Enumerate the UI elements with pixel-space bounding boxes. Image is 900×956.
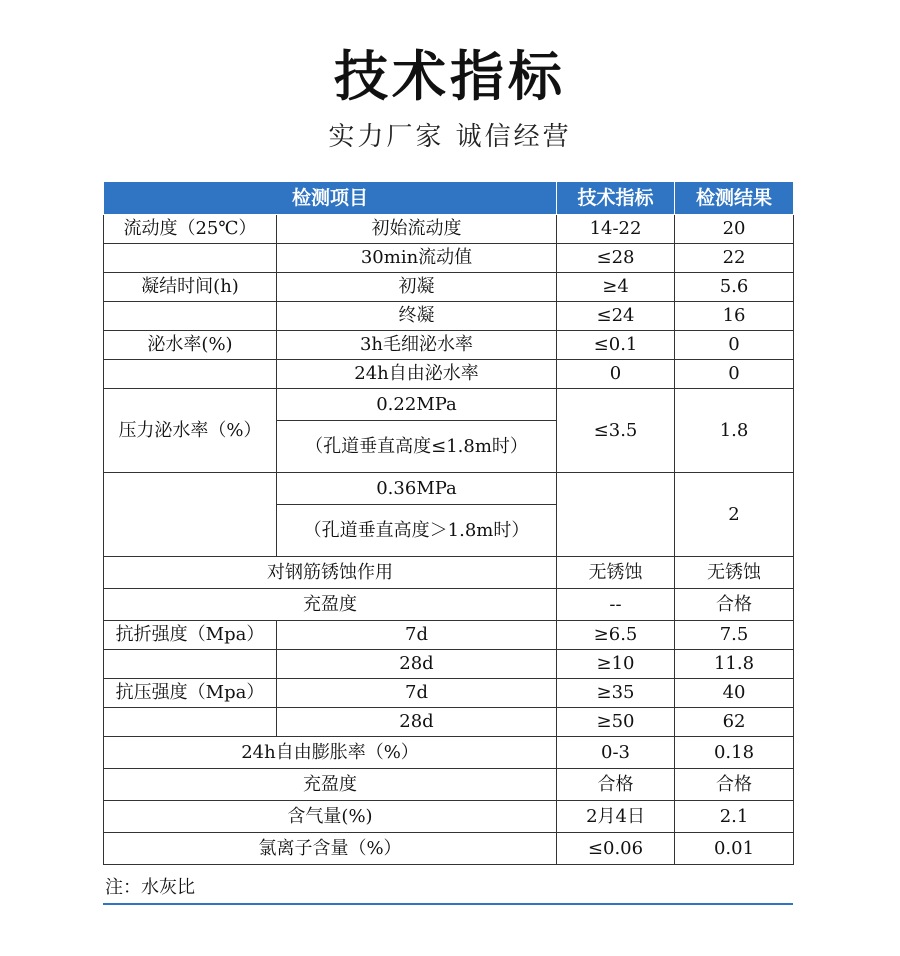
item-cell: 氯离子含量（%）: [104, 833, 557, 865]
group-label: 凝结时间(h): [104, 273, 277, 302]
spec-cell: ≤0.1: [557, 331, 675, 360]
result-cell: 0.18: [675, 737, 794, 769]
result-cell: 0: [675, 360, 794, 389]
table-row: [104, 360, 794, 389]
spec-cell: ≥4: [557, 273, 675, 302]
group-label-empty: [104, 708, 277, 737]
spec-cell: --: [557, 589, 675, 621]
group-label-empty: [104, 473, 277, 557]
result-cell: 0: [675, 331, 794, 360]
table-row: [104, 589, 794, 621]
spec-cell: 14-22: [557, 215, 675, 244]
result-cell: 2: [675, 473, 794, 557]
table-row: [104, 769, 794, 801]
item-cell: 初始流动度: [277, 215, 557, 244]
header-result: 检测结果: [675, 182, 794, 215]
page-subtitle: 实力厂家 诚信经营: [328, 122, 572, 152]
item-cell: 0.36MPa: [277, 473, 557, 505]
spec-cell: 0: [557, 360, 675, 389]
spec-cell: ≥35: [557, 679, 675, 708]
result-cell: 7.5: [675, 621, 794, 650]
table-row: [104, 650, 794, 679]
group-label-empty: [104, 244, 277, 273]
table-row: [104, 215, 794, 244]
result-cell: 无锈蚀: [675, 557, 794, 589]
item-cell: 24h自由泌水率: [277, 360, 557, 389]
table-row: [104, 801, 794, 833]
group-label: 压力泌水率（%）: [104, 389, 277, 473]
table-row: [104, 244, 794, 273]
group-label-empty: [104, 650, 277, 679]
spec-cell: ≤3.5: [557, 389, 675, 473]
spec-cell: 合格: [557, 769, 675, 801]
page-title: 技术指标: [334, 45, 566, 108]
item-cell: 3h毛细泌水率: [277, 331, 557, 360]
spec-cell: ≤0.06: [557, 833, 675, 865]
group-label-empty: [104, 360, 277, 389]
result-cell: 合格: [675, 769, 794, 801]
spec-cell: ≤28: [557, 244, 675, 273]
table-row: [104, 273, 794, 302]
item-cell: 0.22MPa: [277, 389, 557, 421]
item-cell: 30min流动值: [277, 244, 557, 273]
item-cell: （孔道垂直高度＞1.8m时）: [277, 505, 557, 557]
item-cell: 充盈度: [104, 589, 557, 621]
result-cell: 0.01: [675, 833, 794, 865]
result-cell: 1.8: [675, 389, 794, 473]
result-cell: 22: [675, 244, 794, 273]
table-row: [104, 473, 794, 505]
group-label: 抗折强度（Mpa）: [104, 621, 277, 650]
result-cell: 5.6: [675, 273, 794, 302]
result-cell: 62: [675, 708, 794, 737]
spec-cell: 2月4日: [557, 801, 675, 833]
table-row: [104, 302, 794, 331]
spec-table: [103, 181, 794, 865]
item-cell: 终凝: [277, 302, 557, 331]
item-cell: 24h自由膨胀率（%）: [104, 737, 557, 769]
spec-cell: 0-3: [557, 737, 675, 769]
spec-cell: ≥50: [557, 708, 675, 737]
group-label: 抗压强度（Mpa）: [104, 679, 277, 708]
item-cell: 对钢筋锈蚀作用: [104, 557, 557, 589]
table-row: [104, 833, 794, 865]
table-row: [104, 621, 794, 650]
table-row: [104, 557, 794, 589]
result-cell: 16: [675, 302, 794, 331]
result-cell: 11.8: [675, 650, 794, 679]
spec-cell-empty: [557, 473, 675, 557]
table-row: [104, 331, 794, 360]
item-cell: 28d: [277, 650, 557, 679]
spec-cell: ≤24: [557, 302, 675, 331]
group-label: 流动度（25℃）: [104, 215, 277, 244]
result-cell: 40: [675, 679, 794, 708]
item-cell: 7d: [277, 679, 557, 708]
footnote: [103, 873, 793, 905]
table-row: [104, 708, 794, 737]
group-label-empty: [104, 302, 277, 331]
item-cell: 7d: [277, 621, 557, 650]
table-row: [104, 679, 794, 708]
spec-cell: ≥10: [557, 650, 675, 679]
group-label: 泌水率(%): [104, 331, 277, 360]
result-cell: 20: [675, 215, 794, 244]
spec-cell: 无锈蚀: [557, 557, 675, 589]
item-cell: 含气量(%): [104, 801, 557, 833]
table-row: [104, 737, 794, 769]
table-header-row: [104, 182, 794, 215]
item-cell: （孔道垂直高度≤1.8m时）: [277, 421, 557, 473]
result-cell: 2.1: [675, 801, 794, 833]
spec-cell: ≥6.5: [557, 621, 675, 650]
result-cell: 合格: [675, 589, 794, 621]
item-cell: 初凝: [277, 273, 557, 302]
table-row: [104, 389, 794, 421]
header-test-item: 检测项目: [104, 182, 557, 215]
footnote-text: 注：水灰比: [105, 877, 195, 898]
header-spec: 技术指标: [557, 182, 675, 215]
item-cell: 28d: [277, 708, 557, 737]
item-cell: 充盈度: [104, 769, 557, 801]
